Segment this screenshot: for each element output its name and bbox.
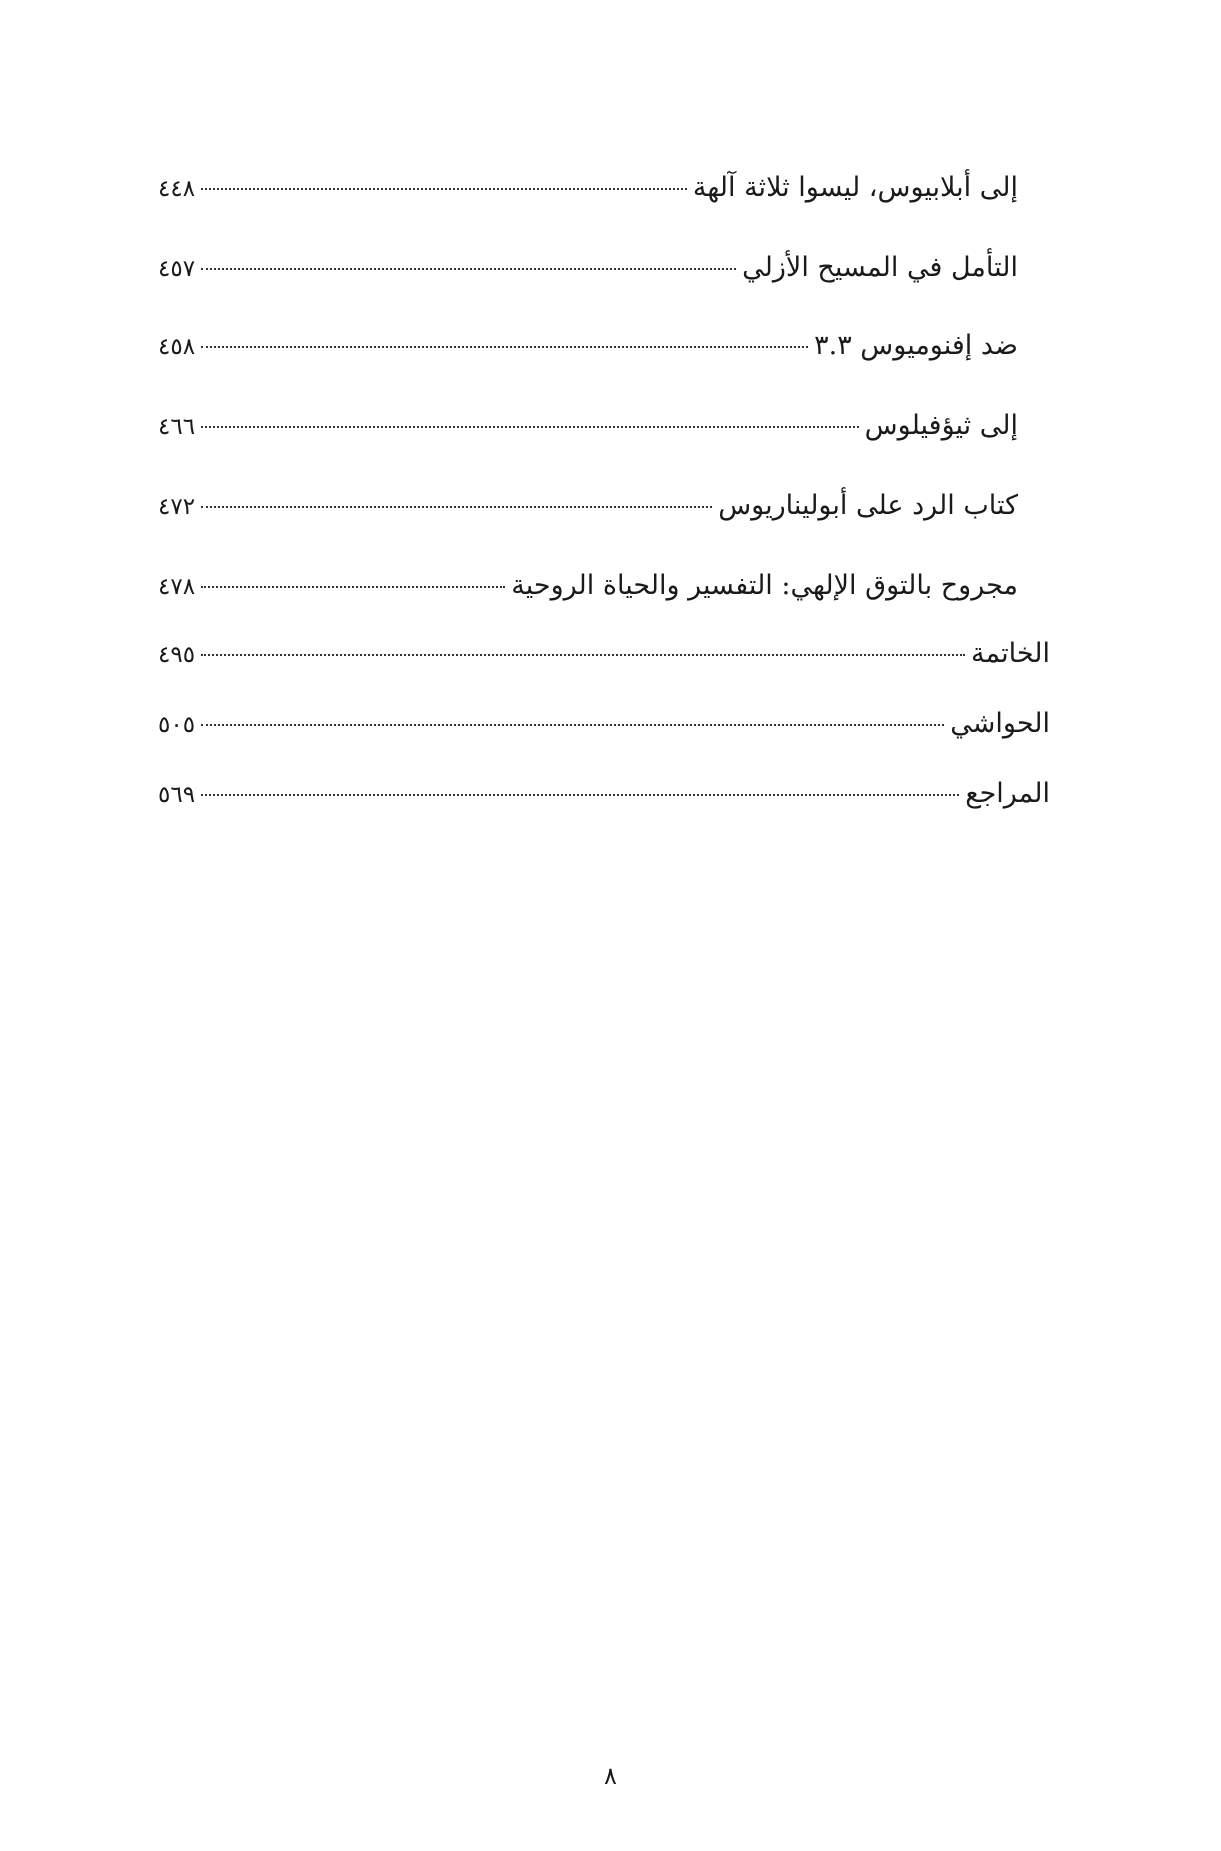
toc-entry-title: مجروح بالتوق الإلهي: التفسير والحياة الروحية [511, 570, 1018, 601]
dot-leader [201, 506, 712, 508]
toc-entry [158, 248, 1050, 288]
toc-entry-title: المراجع [965, 778, 1050, 809]
dot-leader [201, 268, 736, 270]
table-of-contents [158, 168, 1050, 814]
toc-entry-title: ضد إفنوميوس ٣.٣ [814, 330, 1018, 361]
toc-entry [158, 566, 1050, 606]
toc-entry-page: ٤٥٨ [158, 334, 196, 360]
toc-entry-title: إلى ثيؤفيلوس [864, 410, 1018, 441]
toc-entry-title: الحواشي [950, 708, 1050, 739]
dot-leader [201, 346, 808, 348]
toc-entry-page: ٥٠٥ [158, 712, 196, 738]
toc-entry-page: ٤٤٨ [158, 176, 196, 202]
page-number: ٨ [604, 1762, 617, 1790]
toc-entry-page: ٤٧٢ [158, 494, 196, 520]
toc-entry [158, 634, 1050, 674]
toc-entry-page: ٥٦٩ [158, 782, 196, 808]
toc-entry-page: ٤٥٧ [158, 256, 196, 282]
toc-entry [158, 326, 1050, 366]
toc-entry-title: كتاب الرد على أبوليناريوس [718, 490, 1018, 521]
toc-entry-page: ٤٧٨ [158, 574, 196, 600]
dot-leader [201, 794, 959, 796]
toc-entry-page: ٤٦٦ [158, 414, 196, 440]
dot-leader [201, 586, 505, 588]
toc-entry-title: التأمل في المسيح الأزلي [742, 252, 1018, 283]
toc-entry [158, 406, 1050, 446]
dot-leader [201, 654, 965, 656]
dot-leader [201, 426, 859, 428]
toc-entry-title: إلى أبلابيوس، ليسوا ثلاثة آلهة [692, 172, 1018, 203]
toc-entry [158, 168, 1050, 208]
dot-leader [201, 724, 944, 726]
dot-leader [201, 188, 687, 190]
toc-entry-title: الخاتمة [971, 638, 1050, 669]
toc-entry [158, 486, 1050, 526]
toc-entry [158, 774, 1050, 814]
toc-entry-page: ٤٩٥ [158, 642, 196, 668]
toc-entry [158, 704, 1050, 744]
